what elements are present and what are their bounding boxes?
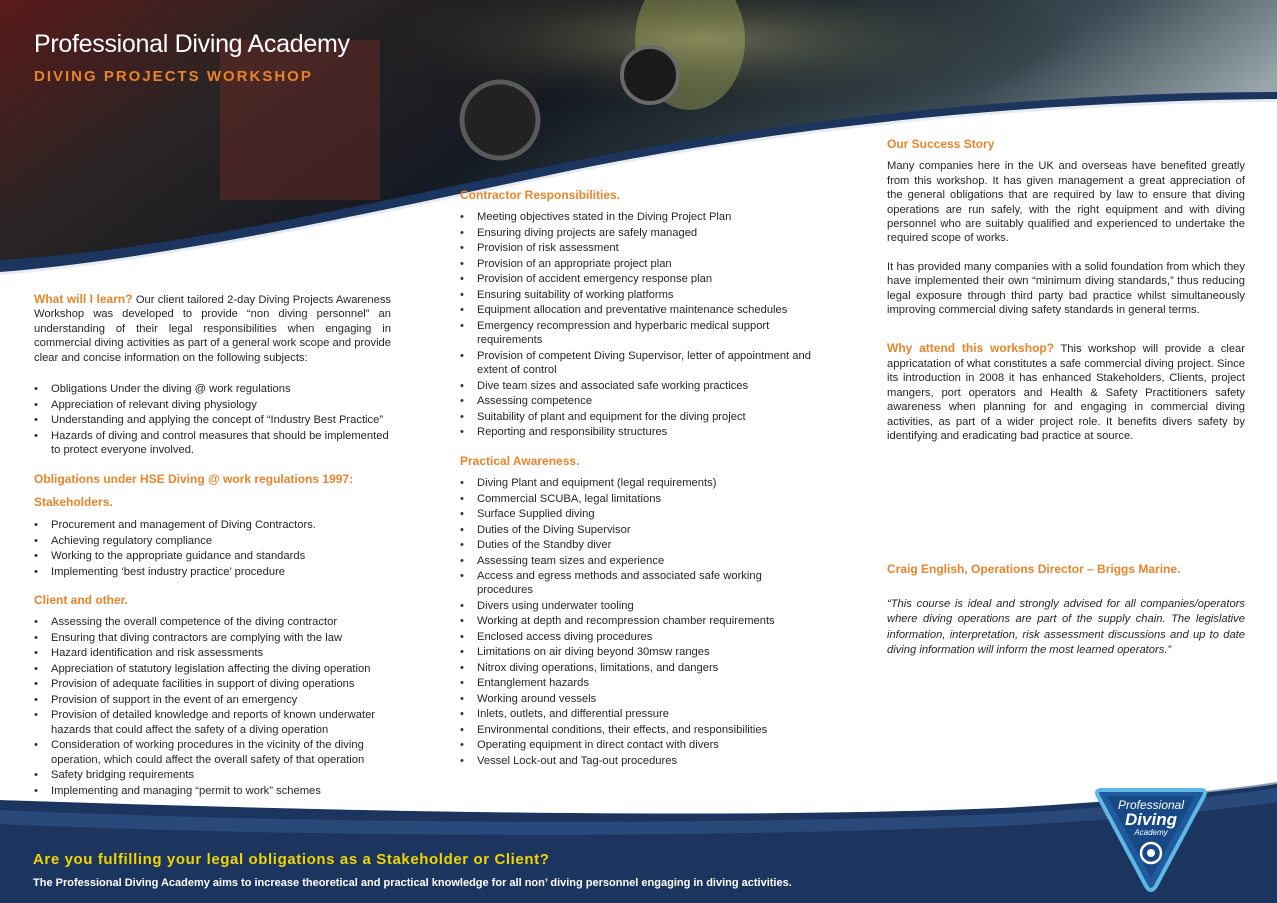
list-item: • Divers using underwater tooling xyxy=(460,599,820,613)
learn-paragraph xyxy=(34,292,391,365)
success-paragraph-1: Many companies here in the UK and overseas have benefited greatly from this workshop. It has given management a great appreciation of the general obligations that are required by law to ensure that diving operations are run safely, with the right equipment and with diving personnel who are suitably qualified and experienced to undertake the required scope of works. xyxy=(887,160,1245,245)
list-item: • Equipment allocation and preventative maintenance schedules xyxy=(460,303,820,317)
list-item: • Operating equipment in direct contact with divers xyxy=(460,738,820,752)
list-item: • Emergency recompression and hyperbaric medical support requirements xyxy=(460,319,820,348)
list-item: • Inlets, outlets, and differential pressure xyxy=(460,707,820,721)
list-item: • Suitability of plant and equipment for the diving project xyxy=(460,410,820,424)
list-item: • Provision of accident emergency response plan xyxy=(460,272,820,286)
list-item: • Access and egress methods and associated safe working procedures xyxy=(460,569,820,598)
logo-line-2: Diving xyxy=(1125,810,1177,829)
list-item: • Working at depth and recompression chamber requirements xyxy=(460,614,820,628)
why-paragraph xyxy=(887,341,1245,443)
list-item: • Working to the appropriate guidance and standards xyxy=(34,549,391,563)
list-item: • Entanglement hazards xyxy=(460,676,820,690)
list-item: • Enclosed access diving procedures xyxy=(460,630,820,644)
list-item: • Provision of competent Diving Supervisor, letter of appointment and extent of control xyxy=(460,349,820,378)
list-item: • Provision of support in the event of an emergency xyxy=(34,693,391,707)
list-item: • Procurement and management of Diving Contractors. xyxy=(34,518,391,532)
list-item: • Reporting and responsibility structures xyxy=(460,425,820,439)
list-item: • Nitrox diving operations, limitations, and dangers xyxy=(460,661,820,675)
client-heading: Client and other. xyxy=(34,593,129,608)
workshop-subtitle: DIVING PROJECTS WORKSHOP xyxy=(34,68,313,85)
learn-heading: What will I learn? xyxy=(34,292,133,306)
client-list xyxy=(34,615,391,798)
why-heading: Why attend this workshop? xyxy=(887,341,1055,356)
list-item: • Working around vessels xyxy=(460,692,820,706)
footer-text: The Professional Diving Academy aims to increase theoretical and practical knowledge for all non’ diving personnel engaging in diving activities. xyxy=(33,877,792,889)
list-item: • Assessing competence xyxy=(460,394,820,408)
list-item: • Appreciation of statutory legislation affecting the diving operation xyxy=(34,662,391,676)
obligations-heading: Obligations under HSE Diving @ work regulations 1997: xyxy=(34,472,354,487)
list-item: • Duties of the Diving Supervisor xyxy=(460,523,820,537)
list-item: • Provision of an appropriate project plan xyxy=(460,257,820,271)
list-item: • Surface Supplied diving xyxy=(460,507,820,521)
list-item: • Diving Plant and equipment (legal requirements) xyxy=(460,476,820,490)
list-item: • Safety bridging requirements xyxy=(34,768,391,782)
practical-heading: Practical Awareness. xyxy=(460,453,580,468)
list-item: • Obligations Under the diving @ work regulations xyxy=(34,382,391,396)
list-item: • Ensuring suitability of working platforms xyxy=(460,288,820,302)
why-text: This workshop will provide a clear appricatation of what constitutes a safe commercial diving project. Since its introduction in 2008 it has enhanced Stakeholders, Clients, project mangers, port operators and Health & Safety Practitioners safety awareness when planning for and engaging in commercial diving activities, as part of a wider project role. It benefits divers safety by identifying and eradicating bad practice at source. xyxy=(887,343,1246,442)
list-item: • Meeting objectives stated in the Diving Project Plan xyxy=(460,210,820,224)
list-item: • Duties of the Standby diver xyxy=(460,538,820,552)
list-item: • Assessing team sizes and experience xyxy=(460,554,820,568)
list-item: • Implementing ‘best industry practice’ procedure xyxy=(34,565,391,579)
column-learn xyxy=(34,292,391,799)
list-item: • Provision of adequate facilities in support of diving operations xyxy=(34,677,391,691)
list-item: • Implementing and managing “permit to work” schemes xyxy=(34,784,391,798)
list-item: • Assessing the overall competence of the diving contractor xyxy=(34,615,391,629)
column-success xyxy=(887,137,1245,659)
list-item: • Hazards of diving and control measures that should be implemented to protect everyone involved. xyxy=(34,429,391,458)
list-item: • Hazard identification and risk assessments xyxy=(34,646,391,660)
list-item: • Consideration of working procedures in the vicinity of the diving operation, which could affect the overall safety of that operation xyxy=(34,738,391,767)
stakeholders-list xyxy=(34,518,391,579)
list-item: • Environmental conditions, their effects, and responsibilities xyxy=(460,723,820,737)
brand-title: Professional Diving Academy xyxy=(34,30,350,58)
logo-line-1: Professional xyxy=(1117,798,1185,812)
success-heading: Our Success Story xyxy=(887,137,995,151)
list-item: • Achieving regulatory compliance xyxy=(34,534,391,548)
success-paragraph-2: It has provided many companies with a solid foundation from which they have implemented their own “minimum diving standards,” thus reducing legal exposure through third party bad practice whilst simultaneously improving commercial diving safety standards in general terms. xyxy=(887,260,1245,317)
column-responsibilities xyxy=(460,188,820,769)
footer-heading: Are you fulfilling your legal obligations as a Stakeholder or Client? xyxy=(33,851,550,868)
list-item: • Appreciation of relevant diving physiology xyxy=(34,398,391,412)
contractor-list xyxy=(460,210,820,439)
list-item: • Understanding and applying the concept of “Industry Best Practice” xyxy=(34,413,391,427)
list-item: • Dive team sizes and associated safe working practices xyxy=(460,379,820,393)
logo-line-3: Academy xyxy=(1134,828,1168,837)
stakeholders-heading: Stakeholders. xyxy=(34,494,113,509)
testimonial-quote: “This course is ideal and strongly advised for all companies/operators where diving operations are part of the supply chain. The legislative information, interpretation, risk assessment discussions and up to date diving information will inform the most learned operators.” xyxy=(887,597,1245,657)
list-item: • Provision of risk assessment xyxy=(460,241,820,255)
testimonial-author: Craig English, Operations Director – Briggs Marine. xyxy=(887,562,1181,577)
list-item: • Provision of detailed knowledge and reports of known underwater hazards that could affect the safety of a diving operation xyxy=(34,708,391,737)
list-item: • Limitations on air diving beyond 30msw ranges xyxy=(460,645,820,659)
contractor-heading: Contractor Responsibilities. xyxy=(460,188,621,202)
practical-list xyxy=(460,476,820,768)
list-item: • Ensuring that diving contractors are complying with the law xyxy=(34,631,391,645)
list-item: • Commercial SCUBA, legal limitations xyxy=(460,492,820,506)
learn-intro: Our client tailored 2-day Diving Projects Awareness Workshop was developed to provide “non diving personnel” an understanding of their legal responsibilities when engaging in commercial diving activities as part of a general work scope and provide clear and concise information on the following subjects: xyxy=(34,294,392,364)
academy-logo xyxy=(1093,786,1209,892)
list-item: • Ensuring diving projects are safely managed xyxy=(460,226,820,240)
learn-list xyxy=(34,382,391,457)
list-item: • Vessel Lock-out and Tag-out procedures xyxy=(460,754,820,768)
